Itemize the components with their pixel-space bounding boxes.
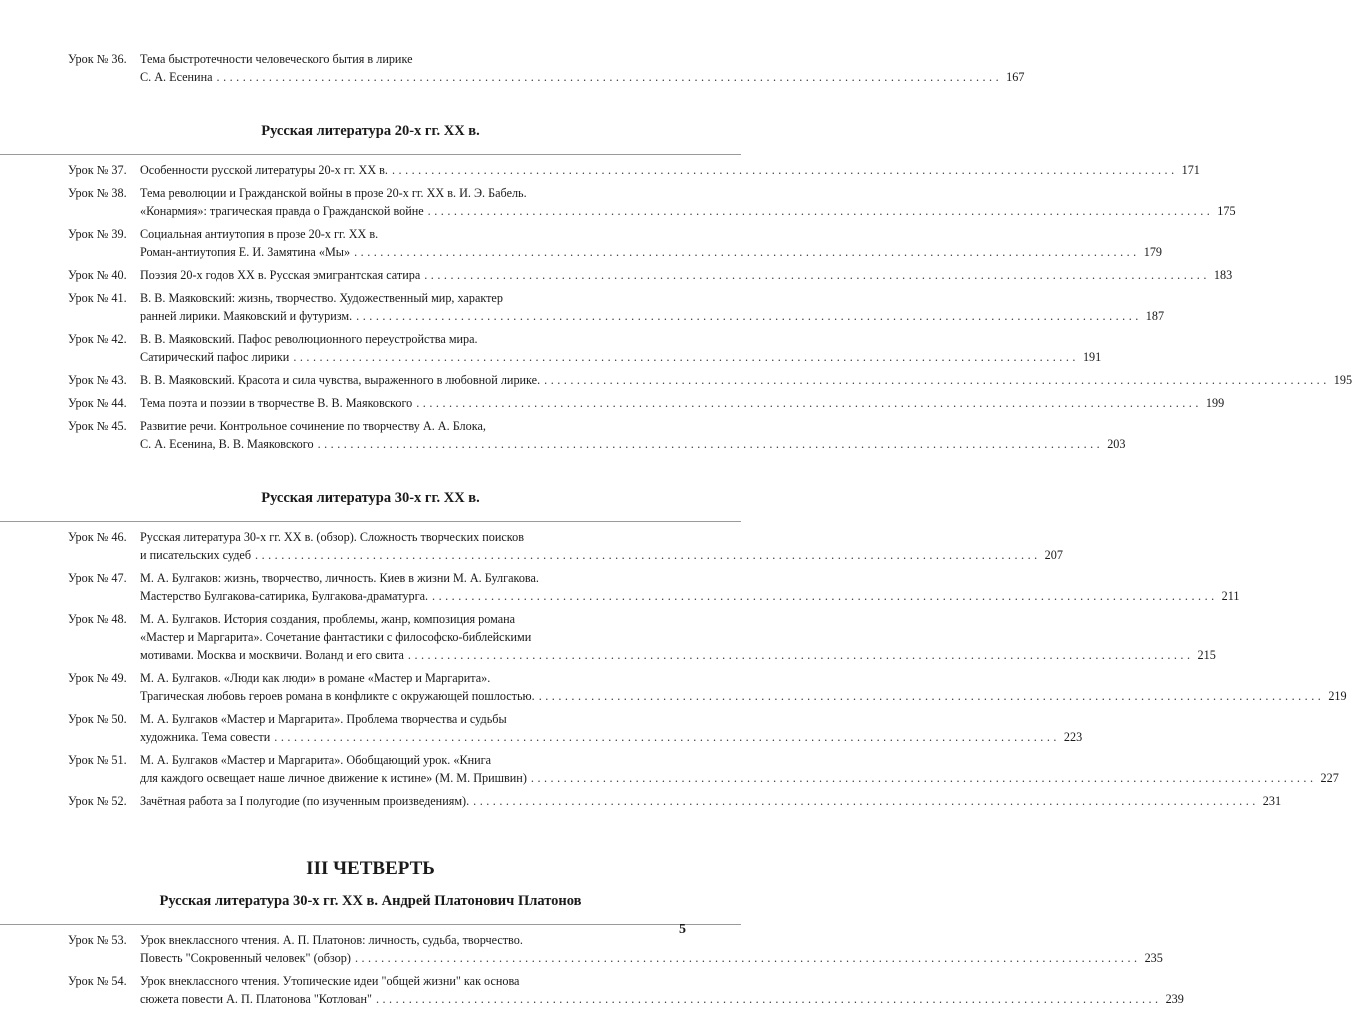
lesson-title-line [140,990,1184,1008]
toc-entry [0,710,1083,746]
lesson-title-text: Особенности русской литературы 20-х гг. XX в. [140,163,388,177]
dot-leader: ........................................................................................................................ [293,350,1079,364]
lesson-number: Урок № 46. [68,530,127,544]
toc-entry [0,225,1162,261]
dot-leader: ........................................................................................................................ [391,163,1178,177]
dot-leader: ........................................................................................................................ [538,689,1325,703]
lesson-number: Урок № 50. [68,712,127,726]
lesson-title-line: М. А. Булгаков «Мастер и Маргарита». Обобщающий урок. «Книга [140,753,492,767]
lesson-title-line [140,394,1225,412]
page-ref: 215 [1197,648,1216,662]
lesson-title-line [140,307,1165,325]
page-ref: 167 [1006,70,1025,84]
page-ref: 183 [1213,268,1233,282]
toc-entry-list [0,924,1184,1008]
page-ref: 203 [1107,437,1126,451]
dot-leader: ........................................................................................................................ [473,794,1259,808]
toc-entry [0,569,1240,605]
section-heading: Русская литература 30-х гг. XX в. [261,490,480,506]
lesson-title-line [140,266,1233,284]
lesson-number: Урок № 53. [68,933,127,947]
page-ref: 219 [1328,689,1347,703]
lesson-title-line: В. В. Маяковский: жизнь, творчество. Художественный мир, характер [140,291,503,305]
toc-entry [0,289,1165,325]
page-ref: 223 [1063,730,1083,744]
toc-entry [0,330,1102,366]
lesson-title-text: и писательских судеб [140,548,252,562]
toc-entry [0,50,1025,86]
lesson-number: Урок № 37. [68,163,127,177]
lesson-number: Урок № 49. [68,671,127,685]
table-of-contents [0,50,1352,1013]
toc-entry-list [0,154,1352,453]
toc-entry [0,371,1352,389]
toc-section [0,489,1347,810]
lesson-title-line: Русская литература 30-х гг. XX в. (обзор). Сложность творческих поисков [140,530,524,544]
page-ref: 235 [1144,951,1163,965]
dot-leader: ........................................................................................................................ [432,589,1218,603]
page-ref: 175 [1217,204,1236,218]
toc-section [0,122,1352,453]
section-heading: Русская литература 30-х гг. XX в. Андрей Платонович Платонов [159,893,582,909]
toc-entry [0,417,1126,453]
lesson-title-line [140,243,1162,261]
lesson-title-line [140,949,1163,967]
page-ref: 239 [1165,992,1184,1006]
dot-leader: ........................................................................................................................ [274,730,1060,744]
lesson-title-line [140,587,1240,605]
lesson-number: Урок № 42. [68,332,127,346]
lesson-title-line: М. А. Булгаков: жизнь, творчество, личность. Киев в жизни М. А. Булгакова. [140,571,539,585]
page-number: 5 [679,922,686,937]
lesson-title-line: Тема революции и Гражданской войны в прозе 20-х гг. XX в. И. Э. Бабель. [140,186,527,200]
dot-leader: ........................................................................................................................ [356,309,1142,323]
dot-leader: ........................................................................................................................ [424,268,1210,282]
lesson-number: Урок № 36. [68,52,127,66]
lesson-number: Урок № 41. [68,291,127,305]
toc-entry [0,528,1063,564]
dot-leader: ........................................................................................................................ [375,992,1162,1006]
lesson-title-line: М. А. Булгаков «Мастер и Маргарита». Проблема творчества и судьбы [140,712,507,726]
toc-entry-list [0,521,1347,810]
page-ref: 227 [1320,771,1339,785]
toc-entry-list [0,50,1025,86]
lesson-number: Урок № 54. [68,974,127,988]
lesson-title-text: для каждого освещает наше личное движение к истине» (М. М. Пришвин) [140,771,527,785]
lesson-number: Урок № 39. [68,227,127,241]
lesson-title-text: С. А. Есенина, В. В. Маяковского [140,437,314,451]
lesson-title-line: Тема быстротечности человеческого бытия в лирике [140,52,413,66]
toc-entry [0,972,1184,1008]
dot-leader: ........................................................................................................................ [427,204,1214,218]
page-ref: 179 [1143,245,1162,259]
lesson-title-text: Роман-антиутопия Е. И. Замятина «Мы» [140,245,351,259]
page-ref: 231 [1262,794,1282,808]
dot-leader: ........................................................................................................................ [416,396,1202,410]
lesson-title-line [140,348,1102,366]
section-heading: Русская литература 20-х гг. XX в. [261,123,480,139]
lesson-title-line [140,687,1347,705]
lesson-title-line [140,769,1339,787]
dot-leader: ........................................................................................................................ [544,373,1330,387]
lesson-title-text: Тема поэта и поэзии в творчестве В. В. Маяковского [140,396,413,410]
lesson-title-line [140,435,1126,453]
toc-entry [0,669,1347,705]
lesson-title-line [140,202,1236,220]
lesson-title-line: В. В. Маяковский. Пафос революционного переустройства мира. [140,332,478,346]
lesson-title-text: мотивами. Москва и москвичи. Воланд и его свита [140,648,404,662]
lesson-title-line [140,792,1282,810]
lesson-number: Урок № 47. [68,571,127,585]
dot-leader: ........................................................................................................................ [317,437,1104,451]
lesson-title-line: М. А. Булгаков. История создания, проблемы, жанр, композиция романа [140,612,516,626]
lesson-title-text: художника. Тема совести [140,730,271,744]
lesson-title-text: Мастерство Булгакова-сатирика, Булгакова-драматурга. [140,589,429,603]
toc-section [0,50,1025,86]
dot-leader: ........................................................................................................................ [407,648,1194,662]
lesson-title-line: Урок внеклассного чтения. А. П. Платонов: личность, судьба, творчество. [140,933,523,947]
lesson-title-line [140,728,1083,746]
lesson-title-text: Трагическая любовь героев романа в конфликте с окружающей пошлостью. [140,689,535,703]
toc-section [0,858,1184,1008]
toc-entry [0,931,1163,967]
lesson-title-line: Развитие речи. Контрольное сочинение по творчеству А. А. Блока, [140,419,486,433]
lesson-number: Урок № 38. [68,186,127,200]
dot-leader: ........................................................................................................................ [216,70,1003,84]
lesson-title-line [140,68,1025,86]
page-ref: 187 [1145,309,1165,323]
lesson-title-text: Зачётная работа за I полугодие (по изученным произведениям). [140,794,470,808]
toc-entry [0,184,1236,220]
lesson-title-line: М. А. Булгаков. «Люди как люди» в романе «Мастер и Маргарита». [140,671,491,685]
lesson-title-line [140,161,1200,179]
toc-entry [0,161,1200,179]
lesson-number: Урок № 48. [68,612,127,626]
lesson-title-line [140,546,1063,564]
dot-leader: ........................................................................................................................ [255,548,1041,562]
page-ref: 195 [1333,373,1352,387]
dot-leader: ........................................................................................................................ [530,771,1317,785]
lesson-number: Урок № 40. [68,268,127,282]
page-ref: 199 [1205,396,1225,410]
lesson-title-line: Урок внеклассного чтения. Утопические идеи "общей жизни" как основа [140,974,520,988]
lesson-title-text: Сатирический пафос лирики [140,350,290,364]
lesson-title-line: «Мастер и Маргарита». Сочетание фантастики с философско-библейскими [140,630,532,644]
lesson-number: Урок № 45. [68,419,127,433]
lesson-title-text: сюжета повести А. П. Платонова "Котлован" [140,992,372,1006]
toc-entry [0,751,1339,787]
page-ref: 171 [1181,163,1200,177]
lesson-title-text: Поэзия 20-х годов XX в. Русская эмигрантская сатира [140,268,421,282]
page-ref: 191 [1082,350,1102,364]
lesson-number: Урок № 52. [68,794,127,808]
toc-entry [0,266,1233,284]
lesson-title-text: Повесть "Сокровенный человек" (обзор) [140,951,351,965]
page-ref: 207 [1044,548,1063,562]
lesson-title-line [140,371,1352,389]
lesson-title-line: Социальная антиутопия в прозе 20-х гг. XX в. [140,227,379,241]
toc-entry [0,394,1225,412]
lesson-number: Урок № 44. [68,396,127,410]
quarter-heading: III ЧЕТВЕРТЬ [306,858,435,879]
lesson-number: Урок № 51. [68,753,127,767]
page-ref: 211 [1221,589,1240,603]
lesson-title-text: В. В. Маяковский. Красота и сила чувства, выраженного в любовной лирике. [140,373,541,387]
lesson-number: Урок № 43. [68,373,127,387]
lesson-title-line [140,646,1216,664]
dot-leader: ........................................................................................................................ [354,245,1140,259]
toc-entry [0,610,1216,664]
toc-entry [0,792,1282,810]
dot-leader: ........................................................................................................................ [354,951,1141,965]
lesson-title-text: ранней лирики. Маяковский и футуризм. [140,309,353,323]
lesson-title-text: «Конармия»: трагическая правда о Гражданской войне [140,204,424,218]
lesson-title-text: С. А. Есенина [140,70,213,84]
